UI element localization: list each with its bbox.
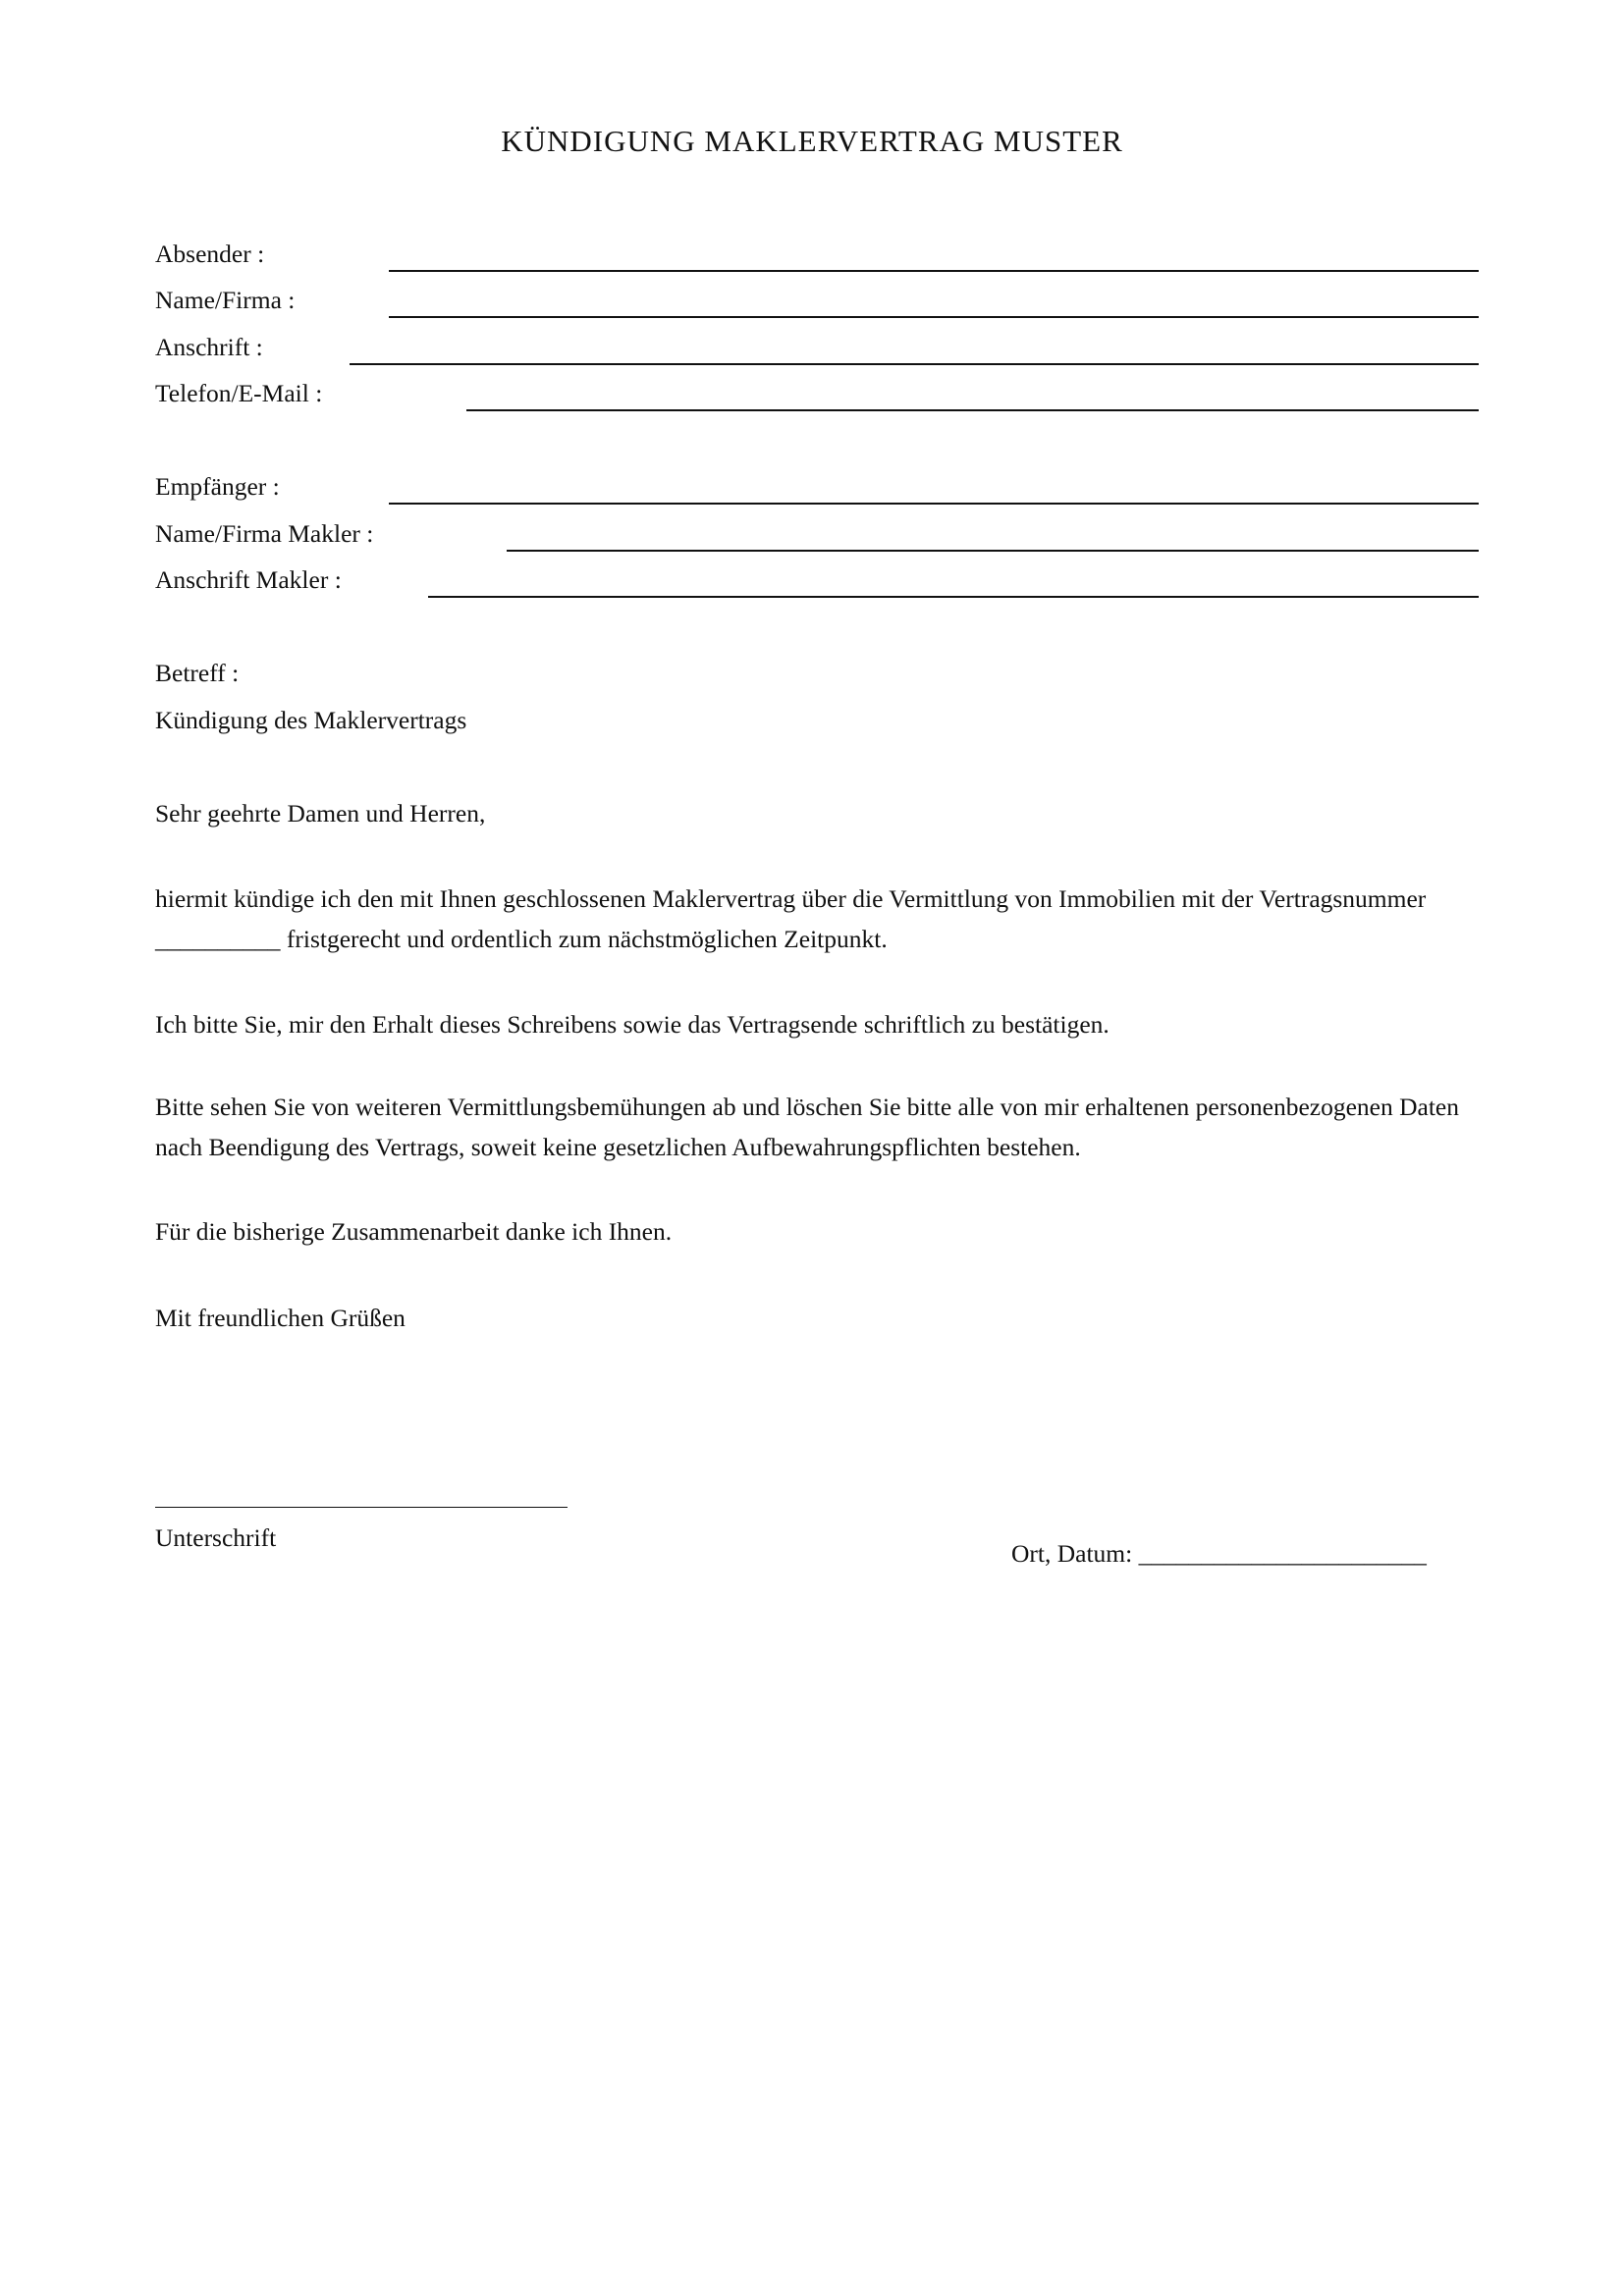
recipient-address-line[interactable] (428, 596, 1479, 598)
recipient-address-label: Anschrift Makler : (155, 565, 342, 594)
sender-contact-line[interactable] (466, 409, 1479, 411)
sender-contact-label: Telefon/E-Mail : (155, 379, 323, 407)
signature-line[interactable] (155, 1507, 568, 1508)
place-date-field[interactable]: Ort, Datum: _______________________ (1011, 1539, 1427, 1568)
sender-name-label: Name/Firma : (155, 286, 296, 314)
body-paragraph: Bitte sehen Sie von weiteren Vermittlungsbemühungen ab und löschen Sie bitte alle von mir erhaltenen personenbezogenen Daten nach Beendigung des Vertrags, soweit keine gesetzlichen Aufbewahrungspflichten bestehen. (155, 1093, 1459, 1161)
body-paragraph: hiermit kündige ich den mit Ihnen geschlossenen Maklervertrag über die Vermittlung von Immobilien mit der Vertragsnummer __________ fristgerecht und ordentlich zum nächstmöglichen Zeitpunkt. (155, 884, 1427, 953)
closing: Mit freundlichen Grüßen (155, 1304, 406, 1332)
recipient-heading-line[interactable] (389, 503, 1479, 505)
recipient-name-label: Name/Firma Makler : (155, 519, 374, 548)
subject-label: Betreff : (155, 659, 240, 687)
sender-address-line[interactable] (350, 363, 1479, 365)
document-title: KÜNDIGUNG MAKLERVERTRAG MUSTER (501, 124, 1123, 158)
recipient-heading: Empfänger : (155, 472, 280, 501)
subject-text: Kündigung des Maklervertrags (155, 706, 467, 734)
body-paragraph: Für die bisherige Zusammenarbeit danke ich Ihnen. (155, 1217, 673, 1246)
signature-label: Unterschrift (155, 1523, 277, 1552)
sender-heading: Absender : (155, 240, 265, 268)
sender-heading-line[interactable] (389, 270, 1479, 272)
body-paragraph: Ich bitte Sie, mir den Erhalt dieses Schreibens sowie das Vertragsende schriftlich zu bestätigen. (155, 1010, 1110, 1039)
sender-address-label: Anschrift : (155, 333, 263, 361)
recipient-name-line[interactable] (507, 550, 1479, 552)
sender-name-line[interactable] (389, 316, 1479, 318)
greeting: Sehr geehrte Damen und Herren, (155, 799, 486, 828)
